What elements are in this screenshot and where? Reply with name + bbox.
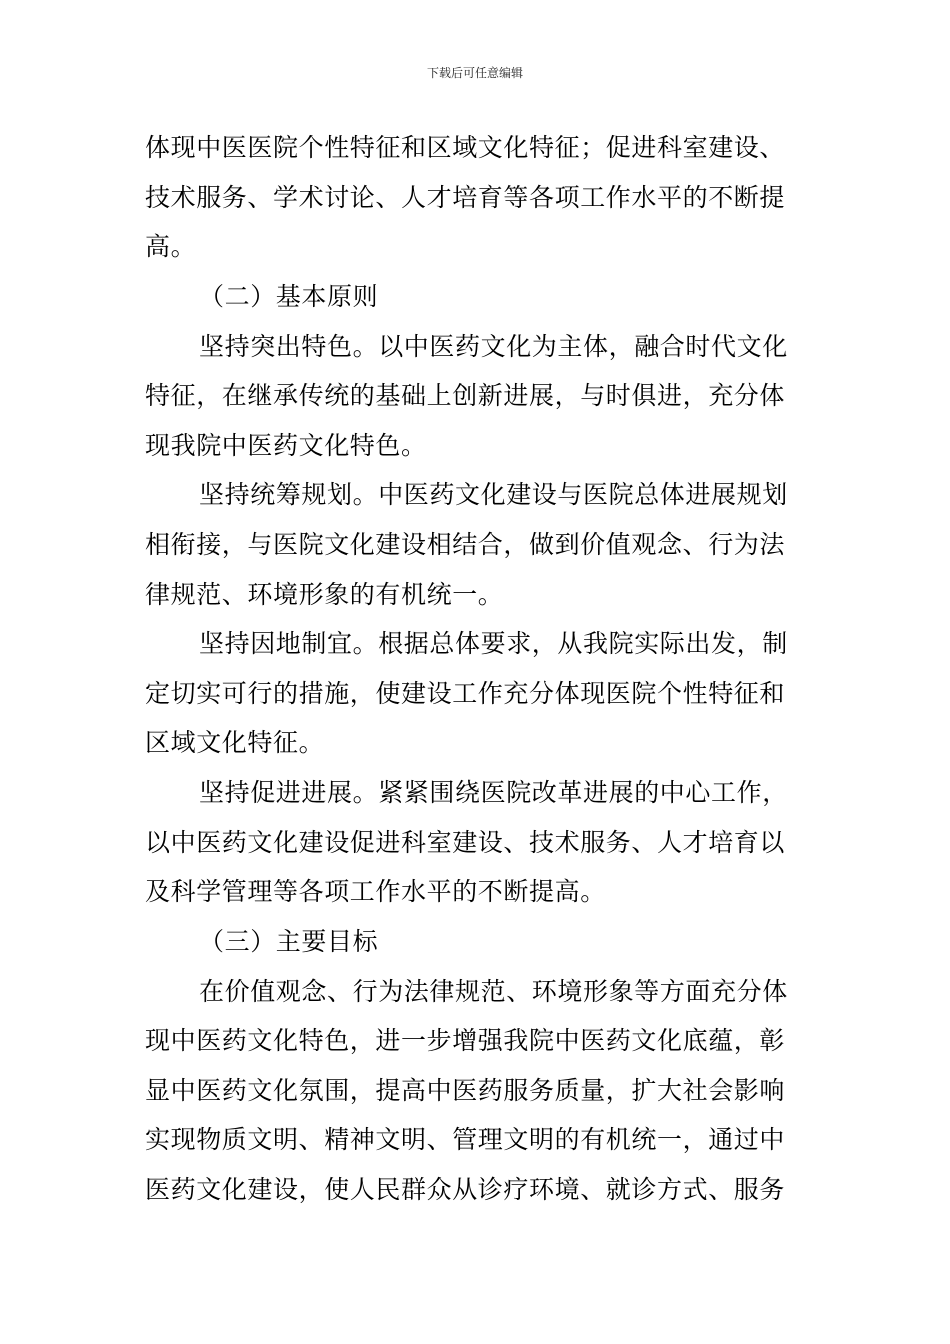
page-header: 下载后可任意编辑 (426, 66, 523, 80)
body-text-line: 特征，在继承传统的基础上创新进展，与时俱进，充分体 (145, 381, 786, 410)
body-text-line: 律规范、环境形象的有机统一。 (145, 580, 504, 609)
section-heading: （二）基本原则 (199, 282, 379, 311)
body-text-line: 高。 (145, 232, 197, 261)
body-text-line: 坚持促进进展。紧紧围绕医院改革进展的中心工作， (199, 778, 788, 807)
body-text-line: 体现中医医院个性特征和区域文化特征；促进科室建设、 (145, 133, 786, 162)
body-text-line: 现我院中医药文化特色。 (145, 431, 427, 460)
body-text-line: 坚持统筹规划。中医药文化建设与医院总体进展规划 (199, 480, 788, 509)
body-text-line: 坚持突出特色。以中医药文化为主体，融合时代文化 (199, 332, 788, 361)
body-text-line: 现中医药文化特色，进一步增强我院中医药文化底蕴，彰 (145, 1026, 786, 1055)
body-text-line: 相衔接，与医院文化建设相结合，做到价值观念、行为法 (145, 530, 786, 559)
section-heading: （三）主要目标 (199, 927, 379, 956)
body-text-line: 医药文化建设，使人民群众从诊疗环境、就诊方式、服务 (145, 1175, 786, 1204)
body-text-line: 在价值观念、行为法律规范、环境形象等方面充分体 (199, 977, 788, 1006)
body-text-line: 显中医药文化氛围，提高中医药服务质量，扩大社会影响 (145, 1076, 786, 1105)
body-text-line: 定切实可行的措施，使建设工作充分体现医院个性特征和 (145, 679, 786, 708)
body-text-line: 以中医药文化建设促进科室建设、技术服务、人才培育以 (145, 828, 786, 857)
body-text-line: 坚持因地制宜。根据总体要求，从我院实际出发，制 (199, 629, 788, 658)
body-text-line: 区域文化特征。 (145, 728, 325, 757)
body-text-line: 实现物质文明、精神文明、管理文明的有机统一，通过中 (145, 1125, 786, 1154)
body-text-line: 技术服务、学术讨论、人才培育等各项工作水平的不断提 (145, 183, 786, 212)
body-text-line: 及科学管理等各项工作水平的不断提高。 (145, 877, 606, 906)
